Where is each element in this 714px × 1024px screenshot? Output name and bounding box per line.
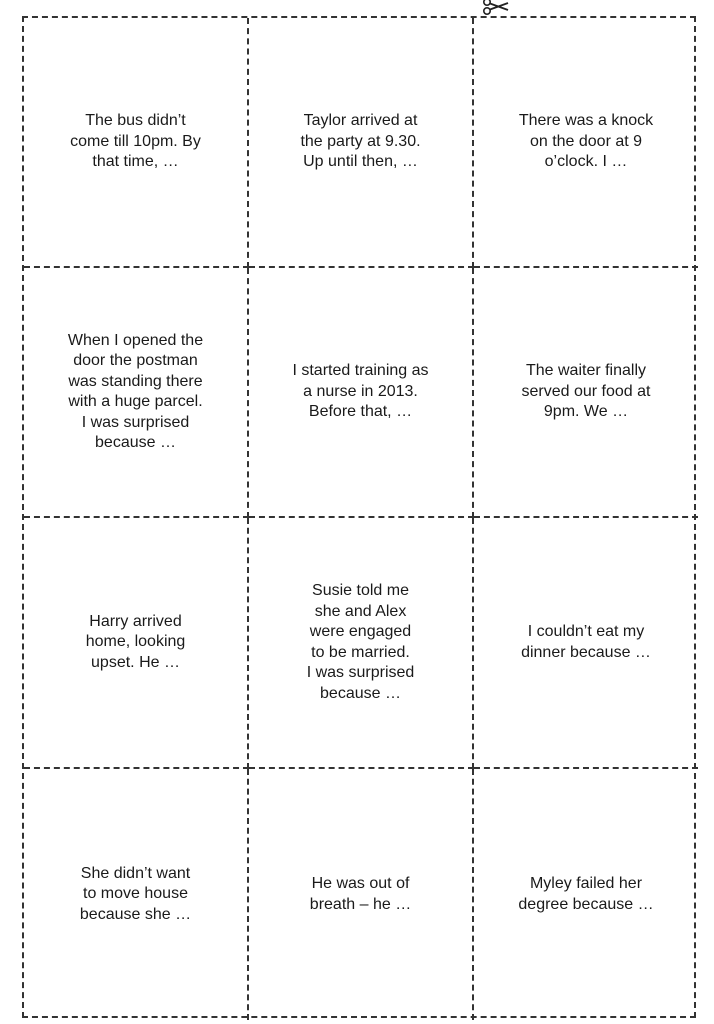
- card-9-text: I couldn’t eat my dinner because …: [521, 623, 651, 661]
- card-8: [249, 518, 474, 769]
- card-6-text: The waiter finally served our food at 9pm. We …: [521, 362, 651, 421]
- card-4: [24, 268, 249, 518]
- card-3-text: There was a knock on the door at 9 o’clock. I …: [518, 112, 654, 171]
- card-10: [24, 769, 249, 1020]
- card-1-text: The bus didn’t come till 10pm. By that time, …: [70, 112, 201, 171]
- card-2: [249, 18, 474, 268]
- card-12-text: Myley failed her degree because …: [518, 875, 654, 913]
- card-1: [24, 18, 249, 268]
- card-2-text: Taylor arrived at the party at 9.30. Up until then, …: [300, 112, 421, 171]
- card-11-text: He was out of breath – he …: [309, 875, 412, 913]
- card-7-text: Harry arrived home, looking upset. He …: [85, 612, 186, 671]
- card-5-text: I started training as a nurse in 2013. Before that, …: [292, 362, 429, 421]
- card-12: [474, 769, 698, 1020]
- card-7: [24, 518, 249, 769]
- card-9: [474, 518, 698, 769]
- card-10-text: She didn’t want to move house because she …: [79, 864, 192, 923]
- card-5: [249, 268, 474, 518]
- cut-out-card-sheet: [22, 16, 696, 1018]
- card-8-text: Susie told me she and Alex were engaged to be married. I was surprised because …: [306, 582, 415, 702]
- card-11: [249, 769, 474, 1020]
- card-6: [474, 268, 698, 518]
- card-3: [474, 18, 698, 268]
- card-4-text: When I opened the door the postman was standing there with a huge parcel. I was surprised because …: [67, 331, 204, 451]
